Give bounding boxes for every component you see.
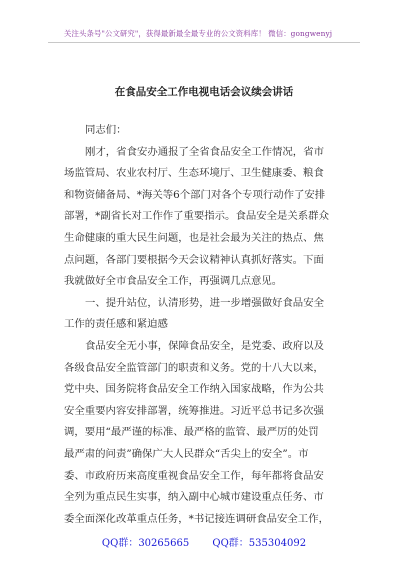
paragraph-line: 和物资储备局、*海关等6个部门对各个专项行动作了安排 [64,188,326,201]
paragraph-line: 部署，*副省长对工作作了重要指示。食品安全是关系群众 [64,210,329,223]
paragraph-line: 委、市政府历来高度重视食品安全工作，每年都将食品安 [64,469,324,482]
section-heading: 一、提升站位，认清形势，进一步增强做好食品安全 [85,296,324,309]
document-title: 在食品安全工作电视电话会议续会讲话 [114,86,294,98]
header-promo-text: 关注头条号"公文研究"，获得最新最全最专业的公文资料库！ 微信：gongwenyj [64,29,333,38]
paragraph-line: 安全重要内容安排部署，统筹推进。习近平总书记多次强 [64,404,324,417]
salutation: 同志们： [85,124,127,136]
paragraph-line: 各级食品安全监管部门的职责和义务。党的十八大以来， [64,361,324,374]
paragraph-line: 刚才，省食安办通报了全省食品安全工作情况，省市 [85,145,324,158]
paragraph-line: 食品安全无小事，保障食品安全，是党委、政府以及 [85,339,324,352]
paragraph-line: 全列为重点民生实事，纳入副中心城市建设重点任务、市 [64,491,324,504]
paragraph-line: 点问题，各部门要根据今天会议精神认真抓好落实。下面 [64,253,324,266]
footer-qq-groups [0,534,408,549]
section-heading: 工作的责任感和紧迫感 [64,318,168,331]
document-body [64,120,360,530]
paragraph-line: 生命健康的重大民生问题，也是社会最为关注的热点、焦 [64,231,324,244]
qq-group-2: QQ群：535304092 [212,538,307,549]
paragraph-line: 我就做好全市食品安全工作，再强调几点意见。 [64,275,283,288]
paragraph-line: 调，要用“最严谨的标准、最严格的监管、最严厉的处罚 [64,426,319,439]
qq-group-1: QQ群：30265665 [101,538,190,549]
paragraph-line: 委全面深化改革重点任务，*书记接连调研食品安全工作， [64,512,329,525]
header-divider [48,42,360,43]
paragraph-line: 最严肃的问责”确保广大人民群众“舌尖上的安全”。市 [64,447,309,460]
paragraph-line: 党中央、国务院将食品安全工作纳入国家战略，作为公共 [64,383,324,396]
paragraph-line: 场监管局、农业农村厅、生态环境厅、卫生健康委、粮食 [64,167,324,180]
